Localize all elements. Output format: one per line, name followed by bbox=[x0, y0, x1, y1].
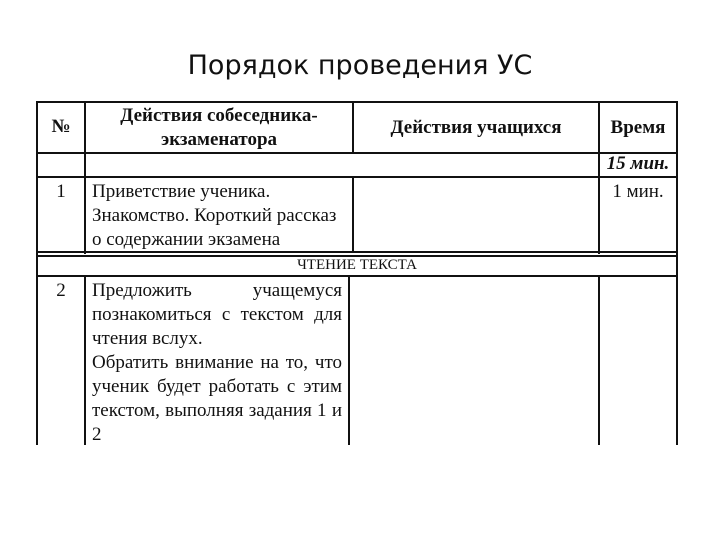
total-row-border bbox=[36, 176, 678, 178]
header-number: № bbox=[51, 116, 71, 137]
row1-examiner-action: Приветствие ученика. Знакомство. Короткий рассказ о содержании экзамена bbox=[92, 181, 337, 250]
col-examiner-border-row1 bbox=[352, 176, 354, 253]
section-bottom-border bbox=[36, 275, 678, 277]
header-student-actions: Действия учащихся bbox=[390, 117, 562, 138]
header-examiner-actions: Действия собеседника-экзаменатора bbox=[120, 105, 318, 150]
header-row-border bbox=[36, 152, 678, 154]
row1-number: 1 bbox=[56, 181, 66, 202]
row2-number: 2 bbox=[56, 280, 66, 301]
col-examiner-border-row2 bbox=[348, 275, 350, 445]
header-time: Время bbox=[610, 117, 666, 138]
section-reading-label: ЧТЕНИЕ ТЕКСТА bbox=[297, 257, 417, 273]
row2-examiner-action-part1: Предложить учащемуся познакомиться с текстом для чтения вслух. bbox=[92, 280, 342, 349]
total-time: 15 мин. bbox=[606, 153, 670, 174]
slide-title: Порядок проведения УС bbox=[187, 50, 533, 81]
col-students-border-row2 bbox=[598, 275, 600, 445]
row1-time: 1 мин. bbox=[612, 181, 664, 202]
row2-examiner-action-part2: Обратить внимание на то, что ученик будет работать с этим текстом, выполняя задания 1 и 2 bbox=[92, 352, 342, 445]
table-top-border bbox=[36, 101, 678, 103]
